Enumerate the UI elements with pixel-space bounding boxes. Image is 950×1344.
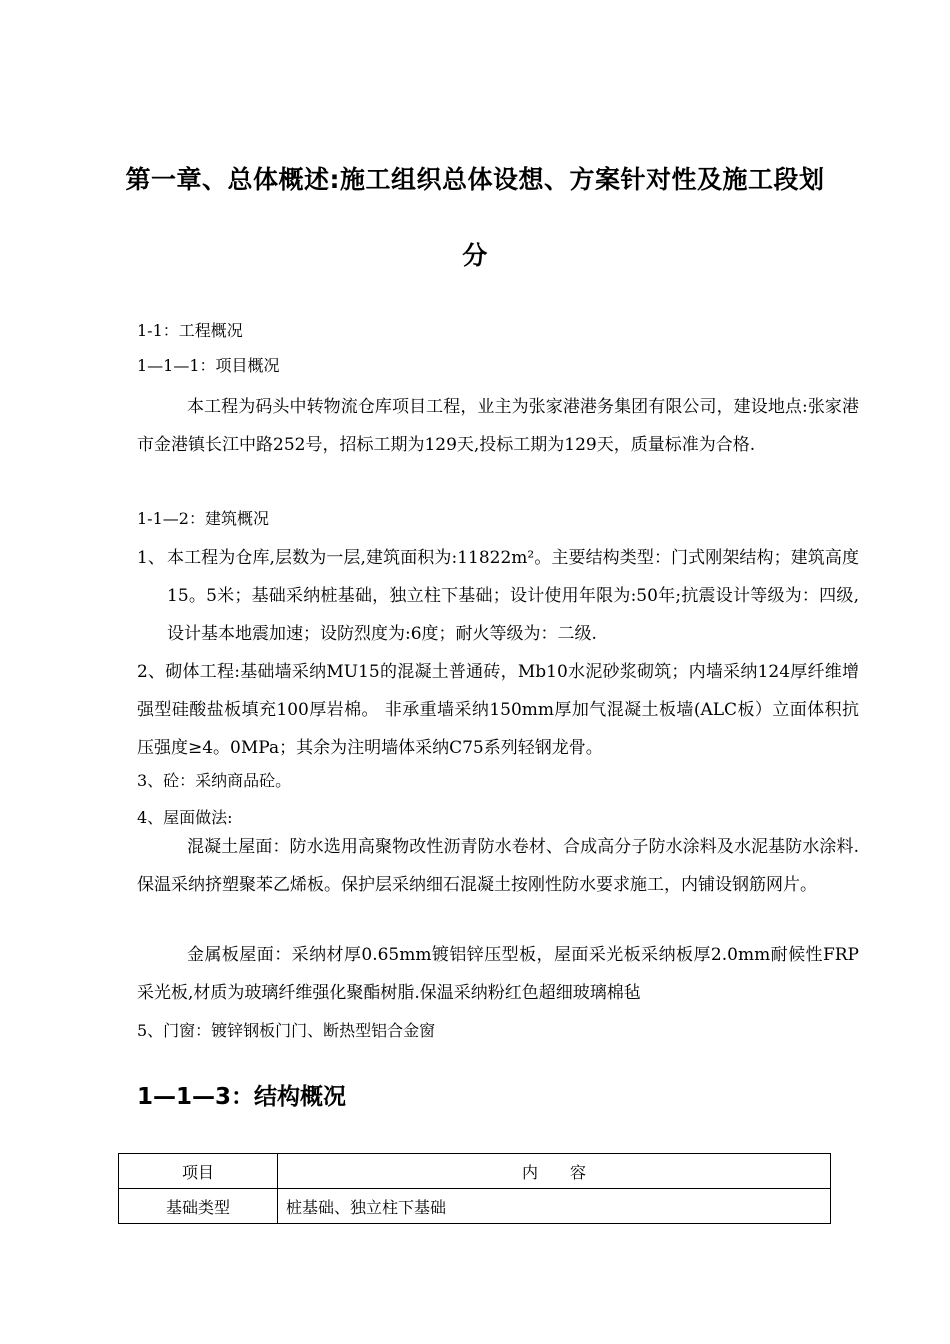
section-heading-1-1: 1-1：工程概况 bbox=[137, 321, 243, 340]
structure-table bbox=[118, 1153, 831, 1224]
table-header-cell: 内 容 bbox=[278, 1154, 831, 1189]
item1-text: 本工程为仓库,层数为一层,建筑面积为:11822m²。主要结构类型：门式刚架结构；建筑高度15。5米；基础采纳桩基础，独立柱下基础；设计使用年限为:50年;抗震设计等级为：四级,设计基本地震加速；设防烈度为:6度；耐火等级为：二级. bbox=[167, 548, 859, 644]
chapter-title-line1: 第一章、总体概述:施工组织总体设想、方案针对性及施工段划 bbox=[125, 165, 825, 194]
roof-concrete-paragraph: 混凝土屋面：防水选用高聚物改性沥青防水卷材、合成高分子防水涂料及水泥基防水涂料.保温采纳挤塑聚苯乙烯板。保护层采纳细石混凝土按刚性防水要求施工，内铺设钢筋网片。 bbox=[137, 837, 859, 895]
table-cell: 基础类型 bbox=[119, 1189, 278, 1224]
item1-number: 1、 bbox=[137, 548, 165, 568]
section-heading-1-1-1: 1—1—1：项目概况 bbox=[137, 356, 280, 375]
roof-metal-paragraph: 金属板屋面：采纳材厚0.65mm镀铝锌压型板，屋面采光板采纳板厚2.0mm耐候性FRP采光板,材质为玻璃纤维强化聚酯树脂.保温采纳粉红色超细玻璃棉毡 bbox=[137, 945, 859, 1003]
item5-doors-windows: 5、门窗：镀锌钢板门门、断热型铝合金窗 bbox=[137, 1021, 436, 1040]
table-cell: 桩基础、独立柱下基础 bbox=[278, 1189, 831, 1224]
section-heading-1-1-3: 1—1—3：结构概况 bbox=[137, 1084, 347, 1110]
item3-concrete: 3、砼：采纳商品砼。 bbox=[137, 771, 292, 790]
table-header-row bbox=[119, 1154, 831, 1189]
table-row bbox=[119, 1189, 831, 1224]
section-heading-1-1-2: 1-1—2：建筑概况 bbox=[137, 509, 269, 528]
chapter-title-line2: 分 bbox=[462, 241, 488, 270]
item2-masonry: 2、砌体工程:基础墙采纳MU15的混凝土普通砖，Mb10水泥砂浆砌筑；内墙采纳124厚纤维增强型硅酸盐板填充100厚岩棉。 非承重墙采纳150mm厚加气混凝土板墙(ALC板）立面体积抗压强度≥4。0MPa；其余为注明墙体采纳C75系列轻钢龙骨。 bbox=[137, 662, 859, 758]
item4-roof: 4、屋面做法: bbox=[137, 808, 233, 827]
table-header-cell: 项目 bbox=[119, 1154, 278, 1189]
project-overview-paragraph: 本工程为码头中转物流仓库项目工程，业主为张家港港务集团有限公司，建设地点:张家港市金港镇长江中路252号，招标工期为129天,投标工期为129天，质量标准为合格. bbox=[137, 397, 859, 455]
